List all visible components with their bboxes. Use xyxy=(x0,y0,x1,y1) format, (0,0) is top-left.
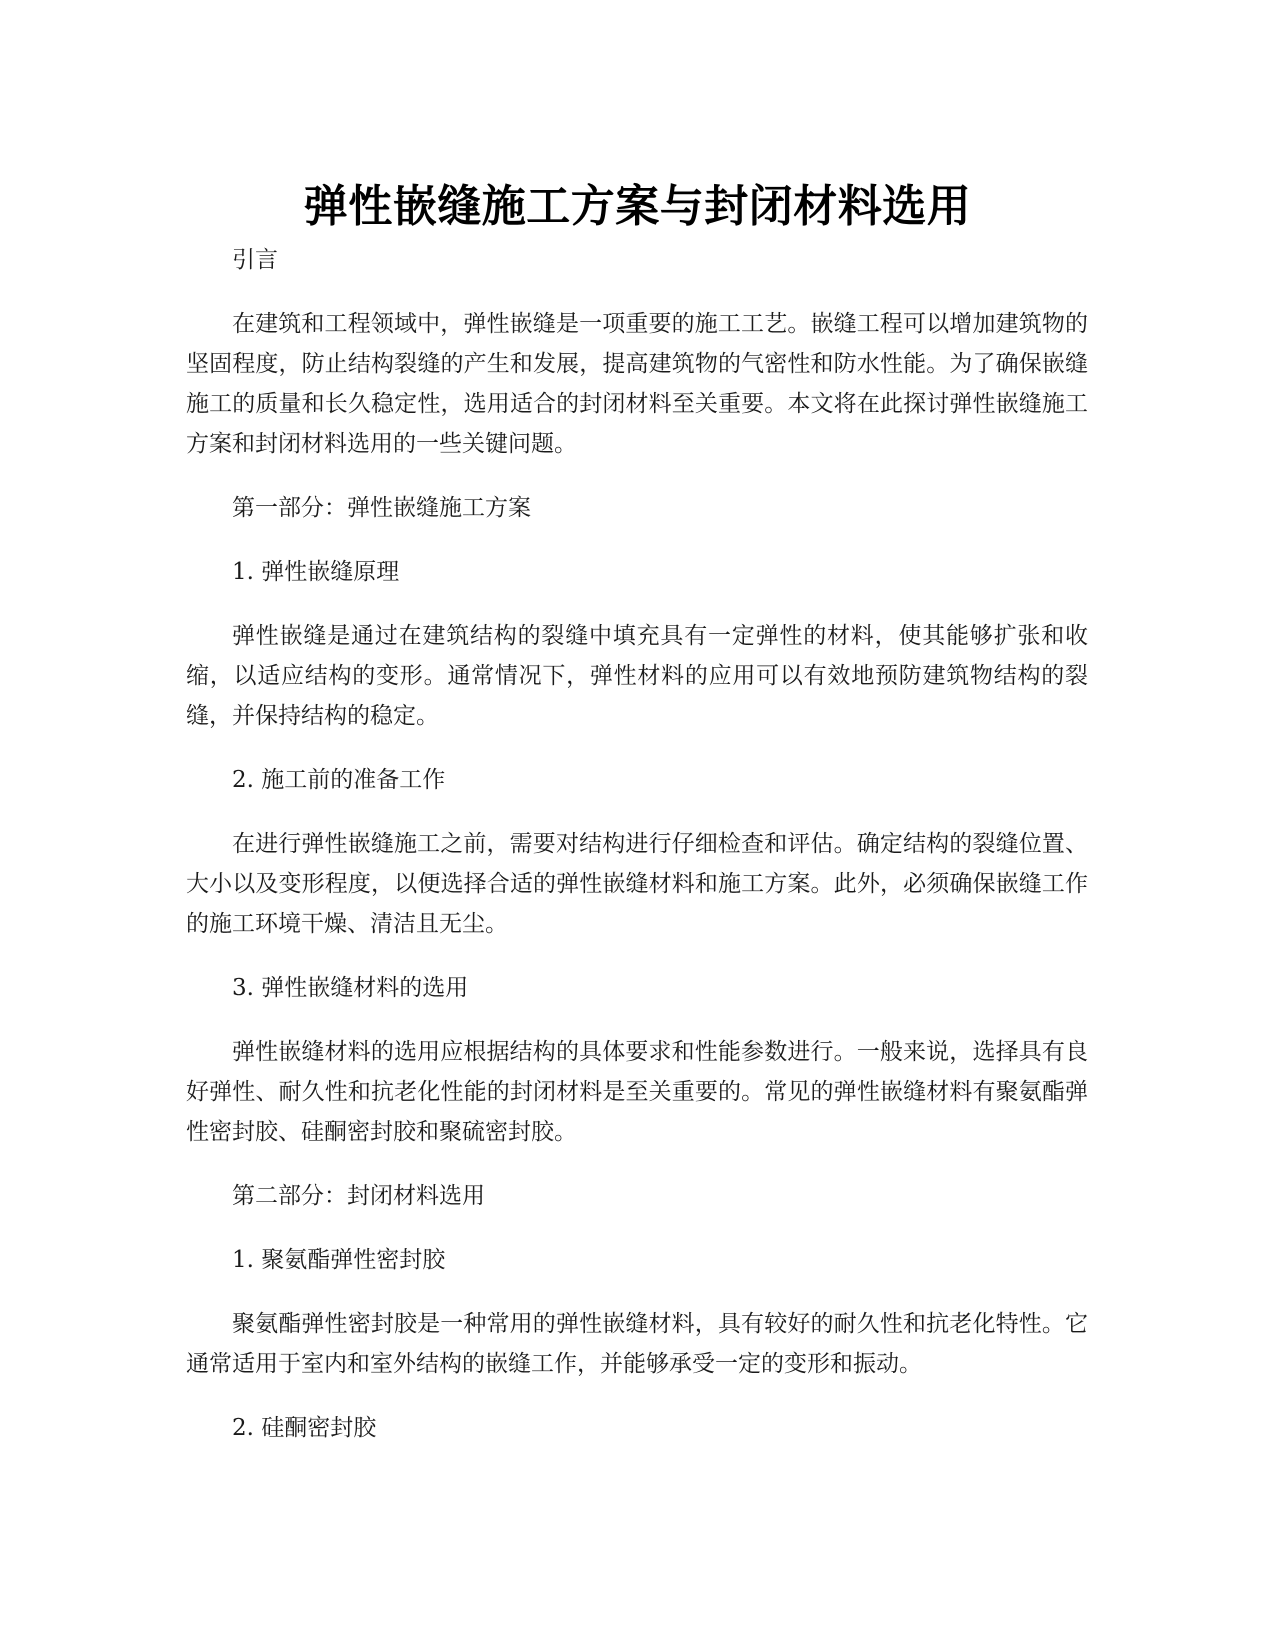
section-2-1-paragraph: 聚氨酯弹性密封胶是一种常用的弹性嵌缝材料，具有较好的耐久性和抗老化特性。它通常适用于室内和室外结构的嵌缝工作，并能够承受一定的变形和振动。 xyxy=(186,1311,1088,1377)
section-2-2-heading: 2. 硅酮密封胶 xyxy=(232,1415,377,1441)
section-1-1-heading: 1. 弹性嵌缝原理 xyxy=(232,559,400,585)
intro-paragraph: 在建筑和工程领域中，弹性嵌缝是一项重要的施工工艺。嵌缝工程可以增加建筑物的坚固程度，防止结构裂缝的产生和发展，提高建筑物的气密性和防水性能。为了确保嵌缝施工的质量和长久稳定性，选用适合的封闭材料至关重要。本文将在此探讨弹性嵌缝施工方案和封闭材料选用的一些关键问题。 xyxy=(186,311,1088,457)
section-1-1-paragraph: 弹性嵌缝是通过在建筑结构的裂缝中填充具有一定弹性的材料，使其能够扩张和收缩，以适应结构的变形。通常情况下，弹性材料的应用可以有效地预防建筑物结构的裂缝，并保持结构的稳定。 xyxy=(186,623,1088,729)
part1-heading: 第一部分：弹性嵌缝施工方案 xyxy=(232,495,531,521)
section-1-3-paragraph: 弹性嵌缝材料的选用应根据结构的具体要求和性能参数进行。一般来说，选择具有良好弹性、耐久性和抗老化性能的封闭材料是至关重要的。常见的弹性嵌缝材料有聚氨酯弹性密封胶、硅酮密封胶和聚硫密封胶。 xyxy=(186,1039,1088,1145)
intro-heading: 引言 xyxy=(232,247,278,273)
document-body xyxy=(186,240,1088,1472)
section-1-3-heading: 3. 弹性嵌缝材料的选用 xyxy=(232,975,469,1001)
section-2-1-heading: 1. 聚氨酯弹性密封胶 xyxy=(232,1247,446,1273)
section-1-2-paragraph: 在进行弹性嵌缝施工之前，需要对结构进行仔细检查和评估。确定结构的裂缝位置、大小以及变形程度，以便选择合适的弹性嵌缝材料和施工方案。此外，必须确保嵌缝工作的施工环境干燥、清洁且无尘。 xyxy=(186,831,1088,937)
section-1-2-heading: 2. 施工前的准备工作 xyxy=(232,767,446,793)
part2-heading: 第二部分：封闭材料选用 xyxy=(232,1183,485,1209)
document-title: 弹性嵌缝施工方案与封闭材料选用 xyxy=(303,181,972,233)
